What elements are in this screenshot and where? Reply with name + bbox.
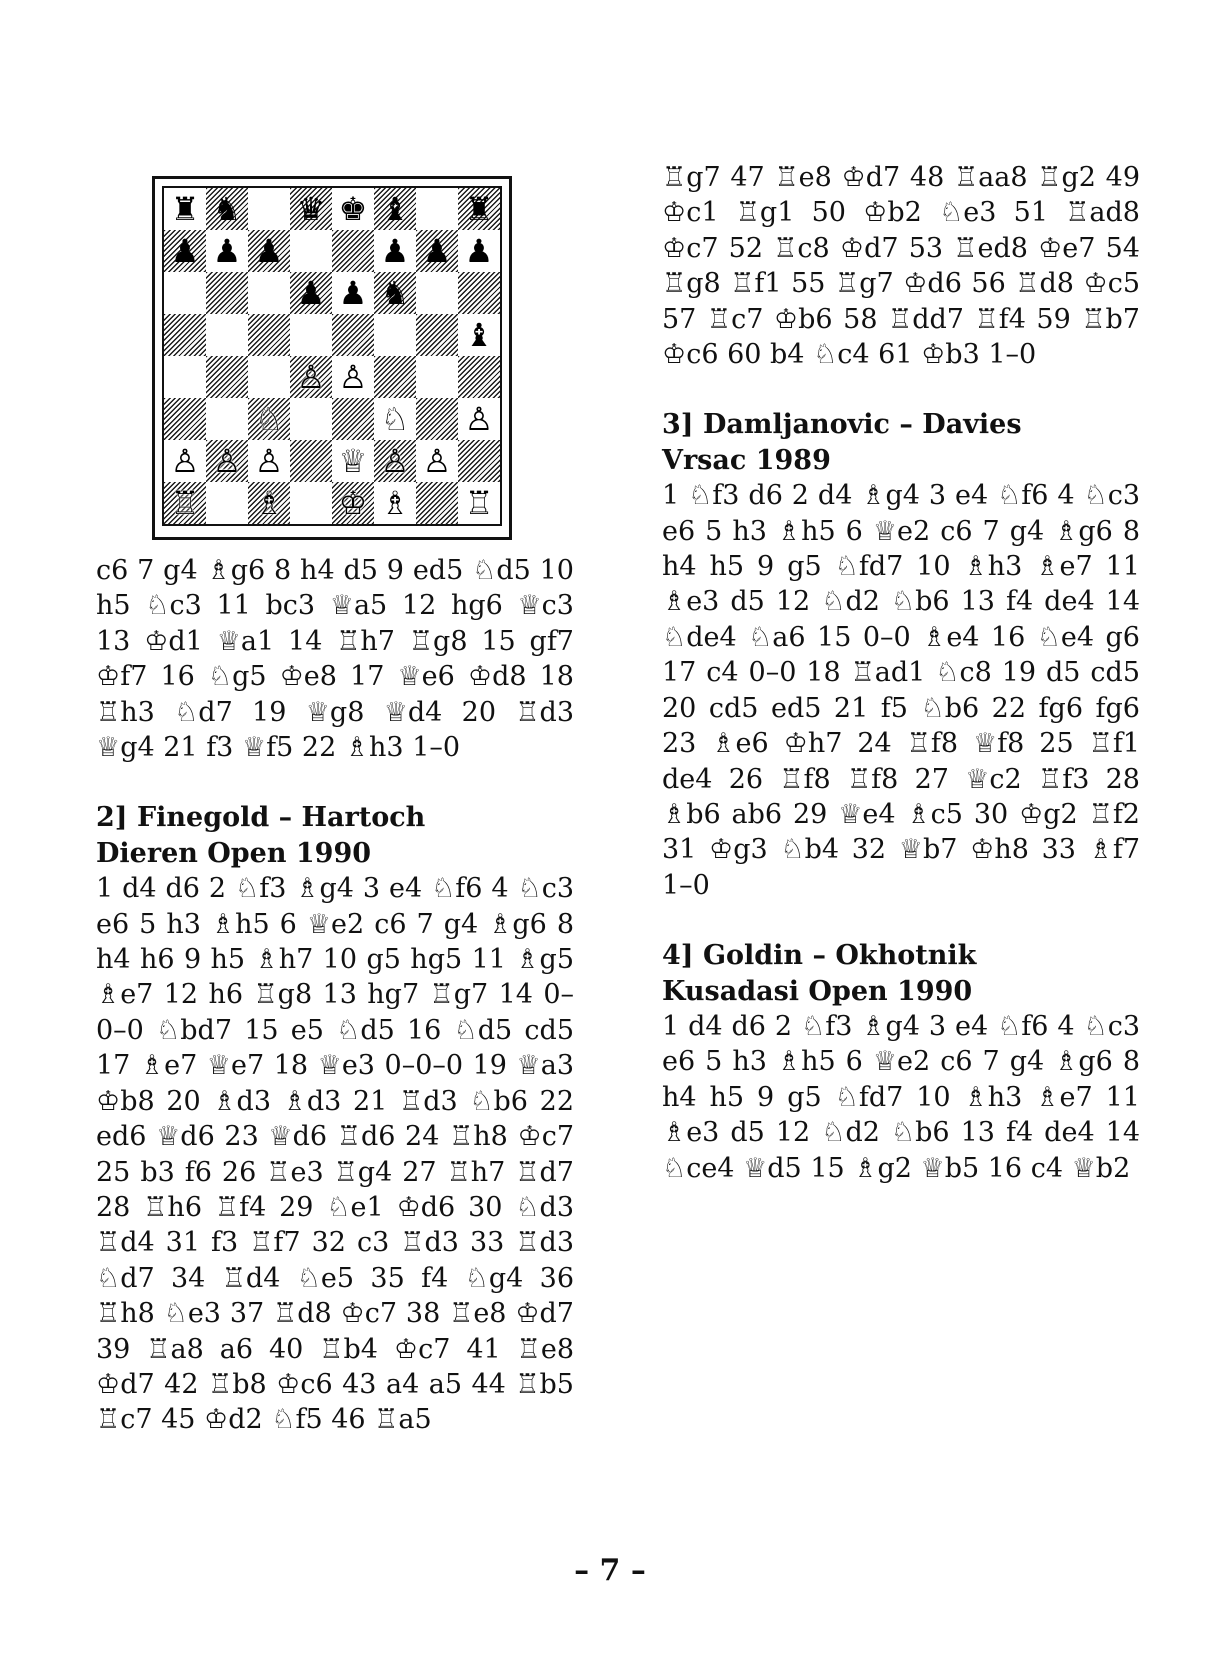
chess-piece-icon: ♚ bbox=[338, 190, 368, 228]
square-g6 bbox=[416, 272, 458, 314]
game4-moves: 1 d4 d6 2 ♘f3 ♗g4 3 e4 ♘f6 4 ♘c3 e6 5 h3 ♗h5 6 ♕e2 c6 7 g4 ♗g6 8 h4 h5 9 g5 ♘fd7 10 ♗h3 ♗e7 11 ♗e3 d5 12 ♘d2 ♘b6 13 f4 de4 14 ♘ce4 ♕d5 15 ♗g2 ♕b5 16 c4 ♕b2 bbox=[662, 1010, 1140, 1184]
square-c7 bbox=[248, 230, 290, 272]
square-g1 bbox=[416, 482, 458, 524]
game3-moves: 1 ♘f3 d6 2 d4 ♗g4 3 e4 ♘f6 4 ♘c3 e6 5 h3 ♗h5 6 ♕e2 c6 7 g4 ♗g6 8 h4 h5 9 g5 ♘fd7 10 ♗h3 ♗e7 11 ♗e3 d5 12 ♘d2 ♘b6 13 f4 de4 14 ♘de4 ♘a6 15 0–0 ♗e4 16 ♘e4 g6 17 c4 0–0 18 ♖ad1 ♘c8 19 d5 cd5 20 cd5 ed5 21 f5 ♘b6 22 fg6 fg6 23 ♗e6 ♔h7 24 ♖f8 ♕f8 25 ♖f1 de4 26 ♖f8 ♖f8 27 ♕c2 ♖f3 28 ♗b6 ab6 29 ♕e4 ♗c5 30 ♔g2 ♖f2 31 ♔g3 ♘b4 32 ♕b7 ♔h8 33 ♗f7 1–0 bbox=[662, 480, 1140, 901]
square-g2 bbox=[416, 440, 458, 482]
chess-piece-icon: ♕ bbox=[338, 442, 368, 480]
square-d5 bbox=[290, 314, 332, 356]
square-b5 bbox=[206, 314, 248, 356]
square-b3 bbox=[206, 398, 248, 440]
square-g7 bbox=[416, 230, 458, 272]
game4-players-heading: 4] Goldin – Okhotnik bbox=[662, 940, 977, 972]
square-f2 bbox=[374, 440, 416, 482]
square-b7 bbox=[206, 230, 248, 272]
chess-piece-icon: ♖ bbox=[464, 484, 494, 522]
square-d2 bbox=[290, 440, 332, 482]
chess-piece-icon: ♙ bbox=[254, 442, 284, 480]
chess-piece-icon: ♗ bbox=[380, 484, 410, 522]
chess-piece-icon: ♟ bbox=[212, 232, 242, 270]
square-h3 bbox=[458, 398, 500, 440]
section-gap bbox=[96, 765, 574, 800]
square-h7 bbox=[458, 230, 500, 272]
chess-piece-icon: ♙ bbox=[380, 442, 410, 480]
chess-diagram bbox=[152, 176, 512, 540]
chess-piece-icon: ♙ bbox=[296, 358, 326, 396]
left-column bbox=[96, 553, 574, 1438]
square-h1 bbox=[458, 482, 500, 524]
square-a8 bbox=[164, 188, 206, 230]
square-b1 bbox=[206, 482, 248, 524]
square-c8 bbox=[248, 188, 290, 230]
chess-piece-icon: ♗ bbox=[254, 484, 284, 522]
chess-piece-icon: ♟ bbox=[464, 232, 494, 270]
game2-players-heading: 2] Finegold – Hartoch bbox=[96, 802, 426, 834]
square-d8 bbox=[290, 188, 332, 230]
chess-piece-icon: ♞ bbox=[380, 274, 410, 312]
square-a4 bbox=[164, 356, 206, 398]
square-d3 bbox=[290, 398, 332, 440]
square-g3 bbox=[416, 398, 458, 440]
square-c2 bbox=[248, 440, 290, 482]
square-c4 bbox=[248, 356, 290, 398]
chess-piece-icon: ♘ bbox=[380, 400, 410, 438]
chess-piece-icon: ♙ bbox=[170, 442, 200, 480]
game3-players-heading: 3] Damljanovic – Davies bbox=[662, 409, 1022, 441]
chess-board bbox=[162, 186, 502, 526]
square-h2 bbox=[458, 440, 500, 482]
square-e1 bbox=[332, 482, 374, 524]
square-d6 bbox=[290, 272, 332, 314]
square-a6 bbox=[164, 272, 206, 314]
square-e8 bbox=[332, 188, 374, 230]
chess-piece-icon: ♟ bbox=[254, 232, 284, 270]
square-b8 bbox=[206, 188, 248, 230]
square-h5 bbox=[458, 314, 500, 356]
square-c3 bbox=[248, 398, 290, 440]
section-gap bbox=[662, 372, 1140, 407]
game4-event-heading: Kusadasi Open 1990 bbox=[662, 975, 973, 1007]
square-a7 bbox=[164, 230, 206, 272]
square-f5 bbox=[374, 314, 416, 356]
game2-moves: 1 d4 d6 2 ♘f3 ♗g4 3 e4 ♘f6 4 ♘c3 e6 5 h3 ♗h5 6 ♕e2 c6 7 g4 ♗g6 8 h4 h6 9 h5 ♗h7 10 g5 hg5 11 ♗g5 ♗e7 12 h6 ♖g8 13 hg7 ♖g7 14 0–0–0 ♘bd7 15 e5 ♘d5 16 ♘d5 cd5 17 ♗e7 ♕e7 18 ♕e3 0–0–0 19 ♕a3 ♔b8 20 ♗d3 ♗d3 21 ♖d3 ♘b6 22 ed6 ♕d6 23 ♕d6 ♖d6 24 ♖h8 ♔c7 25 b3 f6 26 ♖e3 ♖g4 27 ♖h7 ♖d7 28 ♖h6 ♖f4 29 ♘e1 ♔d6 30 ♘d3 ♖d4 31 f3 ♖f7 32 c3 ♖d3 33 ♖d3 ♘d7 34 ♖d4 ♘e5 35 f4 ♘g4 36 ♖h8 ♘e3 37 ♖d8 ♔c7 38 ♖e8 ♔d7 39 ♖a8 a6 40 ♖b4 ♔c7 41 ♖e8 ♔d7 42 ♖b8 ♔c6 43 a4 a5 44 ♖b5 ♖c7 45 ♔d2 ♘f5 46 ♖a5 bbox=[96, 873, 574, 1436]
chess-piece-icon: ♟ bbox=[338, 274, 368, 312]
square-d4 bbox=[290, 356, 332, 398]
square-f1 bbox=[374, 482, 416, 524]
page-number: – 7 – bbox=[574, 1553, 646, 1588]
square-e4 bbox=[332, 356, 374, 398]
square-e7 bbox=[332, 230, 374, 272]
chess-piece-icon: ♝ bbox=[380, 190, 410, 228]
square-c1 bbox=[248, 482, 290, 524]
chess-piece-icon: ♖ bbox=[170, 484, 200, 522]
square-b2 bbox=[206, 440, 248, 482]
square-f3 bbox=[374, 398, 416, 440]
chess-piece-icon: ♜ bbox=[170, 190, 200, 228]
square-d7 bbox=[290, 230, 332, 272]
square-a3 bbox=[164, 398, 206, 440]
square-d1 bbox=[290, 482, 332, 524]
square-a1 bbox=[164, 482, 206, 524]
square-f4 bbox=[374, 356, 416, 398]
square-g8 bbox=[416, 188, 458, 230]
game2-event-heading: Dieren Open 1990 bbox=[96, 837, 372, 869]
square-g4 bbox=[416, 356, 458, 398]
square-e2 bbox=[332, 440, 374, 482]
square-g5 bbox=[416, 314, 458, 356]
square-e6 bbox=[332, 272, 374, 314]
square-h8 bbox=[458, 188, 500, 230]
right-column bbox=[662, 160, 1140, 1186]
square-e3 bbox=[332, 398, 374, 440]
square-a2 bbox=[164, 440, 206, 482]
chess-piece-icon: ♙ bbox=[212, 442, 242, 480]
square-c6 bbox=[248, 272, 290, 314]
square-f8 bbox=[374, 188, 416, 230]
chess-piece-icon: ♟ bbox=[170, 232, 200, 270]
chess-piece-icon: ♝ bbox=[464, 316, 494, 354]
square-b4 bbox=[206, 356, 248, 398]
chess-piece-icon: ♛ bbox=[296, 190, 326, 228]
square-f7 bbox=[374, 230, 416, 272]
chess-piece-icon: ♘ bbox=[254, 400, 284, 438]
square-h4 bbox=[458, 356, 500, 398]
chess-piece-icon: ♟ bbox=[380, 232, 410, 270]
chess-piece-icon: ♙ bbox=[338, 358, 368, 396]
game1-continuation: c6 7 g4 ♗g6 8 h4 d5 9 ed5 ♘d5 10 h5 ♘c3 11 bc3 ♕a5 12 hg6 ♕c3 13 ♔d1 ♕a1 14 ♖h7 ♖g8 15 gf7 ♔f7 16 ♘g5 ♔e8 17 ♕e6 ♔d8 18 ♖h3 ♘d7 19 ♕g8 ♕d4 20 ♖d3 ♕g4 21 f3 ♕f5 22 ♗h3 1–0 bbox=[96, 555, 574, 764]
chess-piece-icon: ♞ bbox=[212, 190, 242, 228]
chess-piece-icon: ♔ bbox=[338, 484, 368, 522]
game3-event-heading: Vrsac 1989 bbox=[662, 444, 831, 476]
game2-continuation: ♖g7 47 ♖e8 ♔d7 48 ♖aa8 ♖g2 49 ♔c1 ♖g1 50 ♔b2 ♘e3 51 ♖ad8 ♔c7 52 ♖c8 ♔d7 53 ♖ed8 ♔e7 54 ♖g8 ♖f1 55 ♖g7 ♔d6 56 ♖d8 ♔c5 57 ♖c7 ♔b6 58 ♖dd7 ♖f4 59 ♖b7 ♔c6 60 b4 ♘c4 61 ♔b3 1–0 bbox=[662, 162, 1140, 371]
square-h6 bbox=[458, 272, 500, 314]
square-c5 bbox=[248, 314, 290, 356]
square-a5 bbox=[164, 314, 206, 356]
section-gap bbox=[662, 903, 1140, 938]
square-b6 bbox=[206, 272, 248, 314]
chess-piece-icon: ♟ bbox=[296, 274, 326, 312]
chess-piece-icon: ♙ bbox=[422, 442, 452, 480]
chess-piece-icon: ♜ bbox=[464, 190, 494, 228]
chess-piece-icon: ♙ bbox=[464, 400, 494, 438]
chess-piece-icon: ♟ bbox=[422, 232, 452, 270]
square-e5 bbox=[332, 314, 374, 356]
square-f6 bbox=[374, 272, 416, 314]
